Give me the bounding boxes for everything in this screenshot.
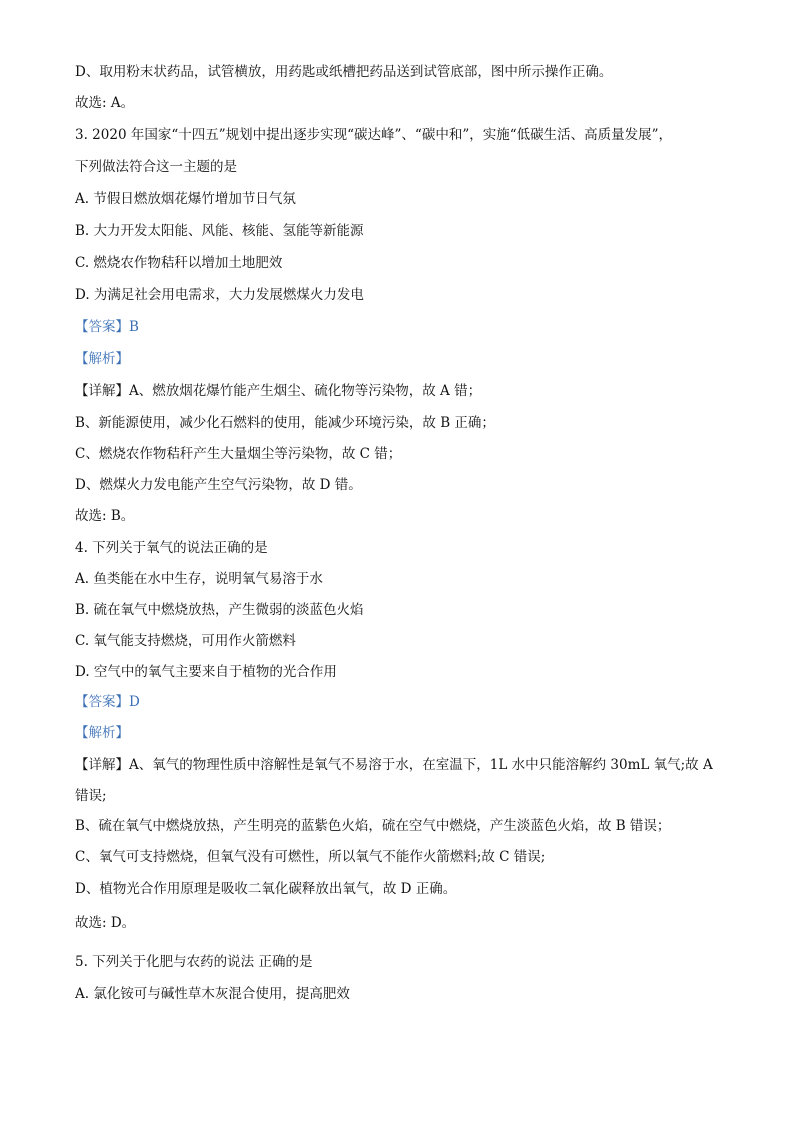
answer-label: 【答案】B (75, 319, 139, 335)
option-d: D. 为满足社会用电需求，大力发展燃煤火力发电 (75, 287, 364, 303)
option-c: C. 燃烧农作物秸秆以增加土地肥效 (75, 255, 283, 271)
explanation-line: 【详解】A、燃放烟花爆竹能产生烟尘、硫化物等污染物，故 A 错； (75, 383, 482, 399)
explanation-line: 【详解】A、氧气的物理性质中溶解性是氧气不易溶于水，在室温下，1L 水中只能溶解约 30mL 氧气;故 A (75, 757, 713, 773)
text-line: 故选: B。 (75, 508, 135, 524)
question-3-stem: 3. 2020 年国家“十四五”规划中提出逐步实现“碳达峰”、“碳中和”，实施“低碳生活、高质量发展”， (75, 127, 673, 143)
answer-label: 【答案】D (75, 694, 140, 710)
explanation-line: D、燃煤火力发电能产生空气污染物，故 D 错。 (75, 477, 362, 493)
explanation-line: B、硫在氧气中燃烧放热，产生明亮的蓝紫色火焰，硫在空气中燃烧，产生淡蓝色火焰，故 B 错误； (75, 818, 671, 834)
text-line: 故选: A。 (75, 95, 135, 111)
option-d: D. 空气中的氧气主要来自于植物的光合作用 (75, 664, 337, 680)
question-5-stem: 5. 下列关于化肥与农药的说法 正确的是 (75, 954, 313, 970)
analysis-label: 【解析】 (75, 725, 129, 741)
explanation-line: D、植物光合作用原理是吸收二氧化碳释放出氧气，故 D 正确。 (75, 881, 457, 897)
option-a: A. 节假日燃放烟花爆竹增加节日气氛 (75, 191, 296, 207)
option-b: B. 大力开发太阳能、风能、核能、氢能等新能源 (75, 223, 364, 239)
option-c: C. 氧气能支持燃烧，可用作火箭燃料 (75, 633, 296, 649)
question-3-stem-cont: 下列做法符合这一主题的是 (75, 159, 237, 175)
explanation-line: B、新能源使用，减少化石燃料的使用，能减少环境污染，故 B 正确； (75, 415, 495, 431)
option-b: B. 硫在氧气中燃烧放热，产生微弱的淡蓝色火焰 (75, 602, 364, 618)
option-a: A. 鱼类能在水中生存，说明氧气易溶于水 (75, 571, 323, 587)
analysis-label: 【解析】 (75, 351, 129, 367)
text-line: 故选: D。 (75, 915, 136, 931)
option-a: A. 氯化铵可与碱性草木灰混合使用，提高肥效 (75, 986, 350, 1002)
question-4-stem: 4. 下列关于氧气的说法正确的是 (75, 540, 268, 556)
explanation-line: C、燃烧农作物秸秆产生大量烟尘等污染物，故 C 错； (75, 446, 402, 462)
text-line: D、取用粉末状药品，试管横放，用药匙或纸槽把药品送到试管底部，图中所示操作正确。 (75, 64, 613, 80)
explanation-line: C、氧气可支持燃烧，但氧气没有可燃性，所以氧气不能作火箭燃料;故 C 错误; (75, 849, 546, 865)
explanation-line: 错误; (75, 788, 107, 804)
